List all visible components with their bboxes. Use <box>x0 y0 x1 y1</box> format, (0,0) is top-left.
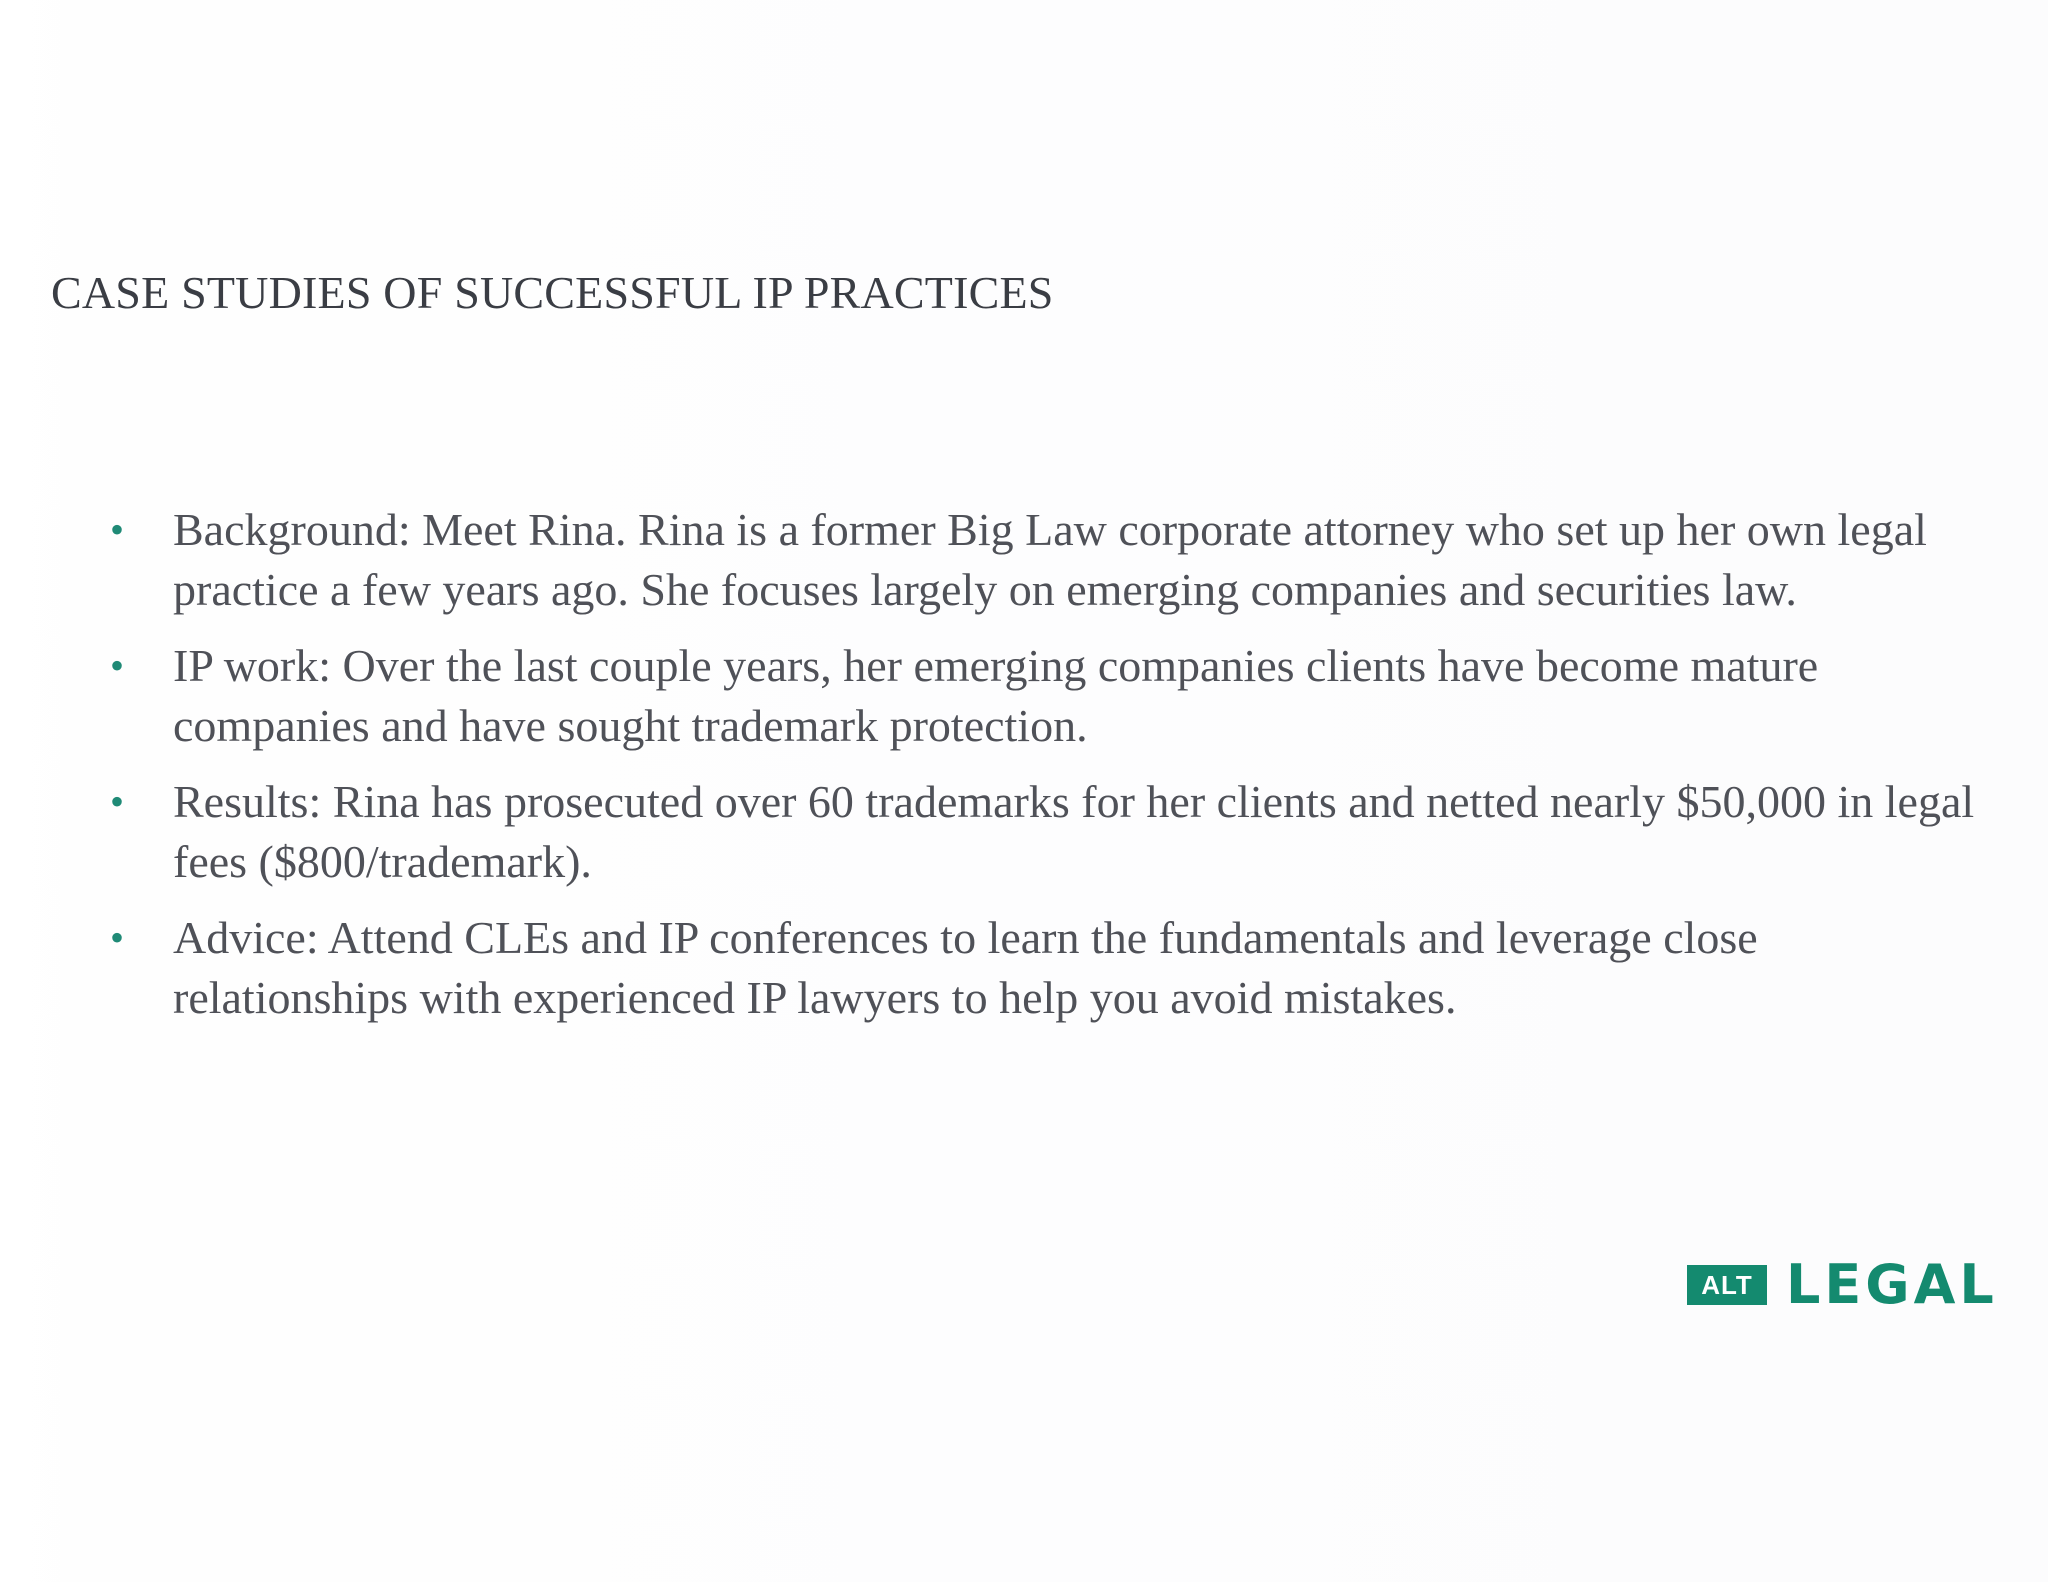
bullet-item-background <box>108 500 1988 619</box>
bullet-list <box>108 500 1988 1044</box>
bullet-marker: • <box>110 915 125 960</box>
bullet-marker: • <box>110 643 125 688</box>
logo-box-text: ALT <box>1701 1270 1753 1300</box>
logo-box <box>1687 1265 1767 1305</box>
slide-title: CASE STUDIES OF SUCCESSFUL IP PRACTICES <box>51 267 1054 318</box>
bullet-text: Advice: Attend CLEs and IP conferences to learn the fundamentals and leverage close relationships with experienced IP lawyers to help you avoid mistakes. <box>173 912 1758 1023</box>
bullet-item-advice <box>108 908 1988 1027</box>
logo-wordmark: LEGAL <box>1786 1253 1998 1316</box>
bullet-item-results <box>108 772 1988 891</box>
bullet-marker: • <box>110 779 125 824</box>
bullet-text: Results: Rina has prosecuted over 60 trademarks for her clients and netted nearly $50,000 in legal fees ($800/trademark). <box>173 776 1975 887</box>
bullet-text: IP work: Over the last couple years, her emerging companies clients have become mature companies and have sought trademark protection. <box>173 640 1819 751</box>
bullet-text: Background: Meet Rina. Rina is a former Big Law corporate attorney who set up her own legal practice a few years ago. She focuses largely on emerging companies and securities law. <box>173 504 1927 615</box>
bullet-item-ip-work <box>108 636 1988 755</box>
bullet-marker: • <box>110 507 125 552</box>
alt-legal-logo <box>1687 1253 1998 1316</box>
